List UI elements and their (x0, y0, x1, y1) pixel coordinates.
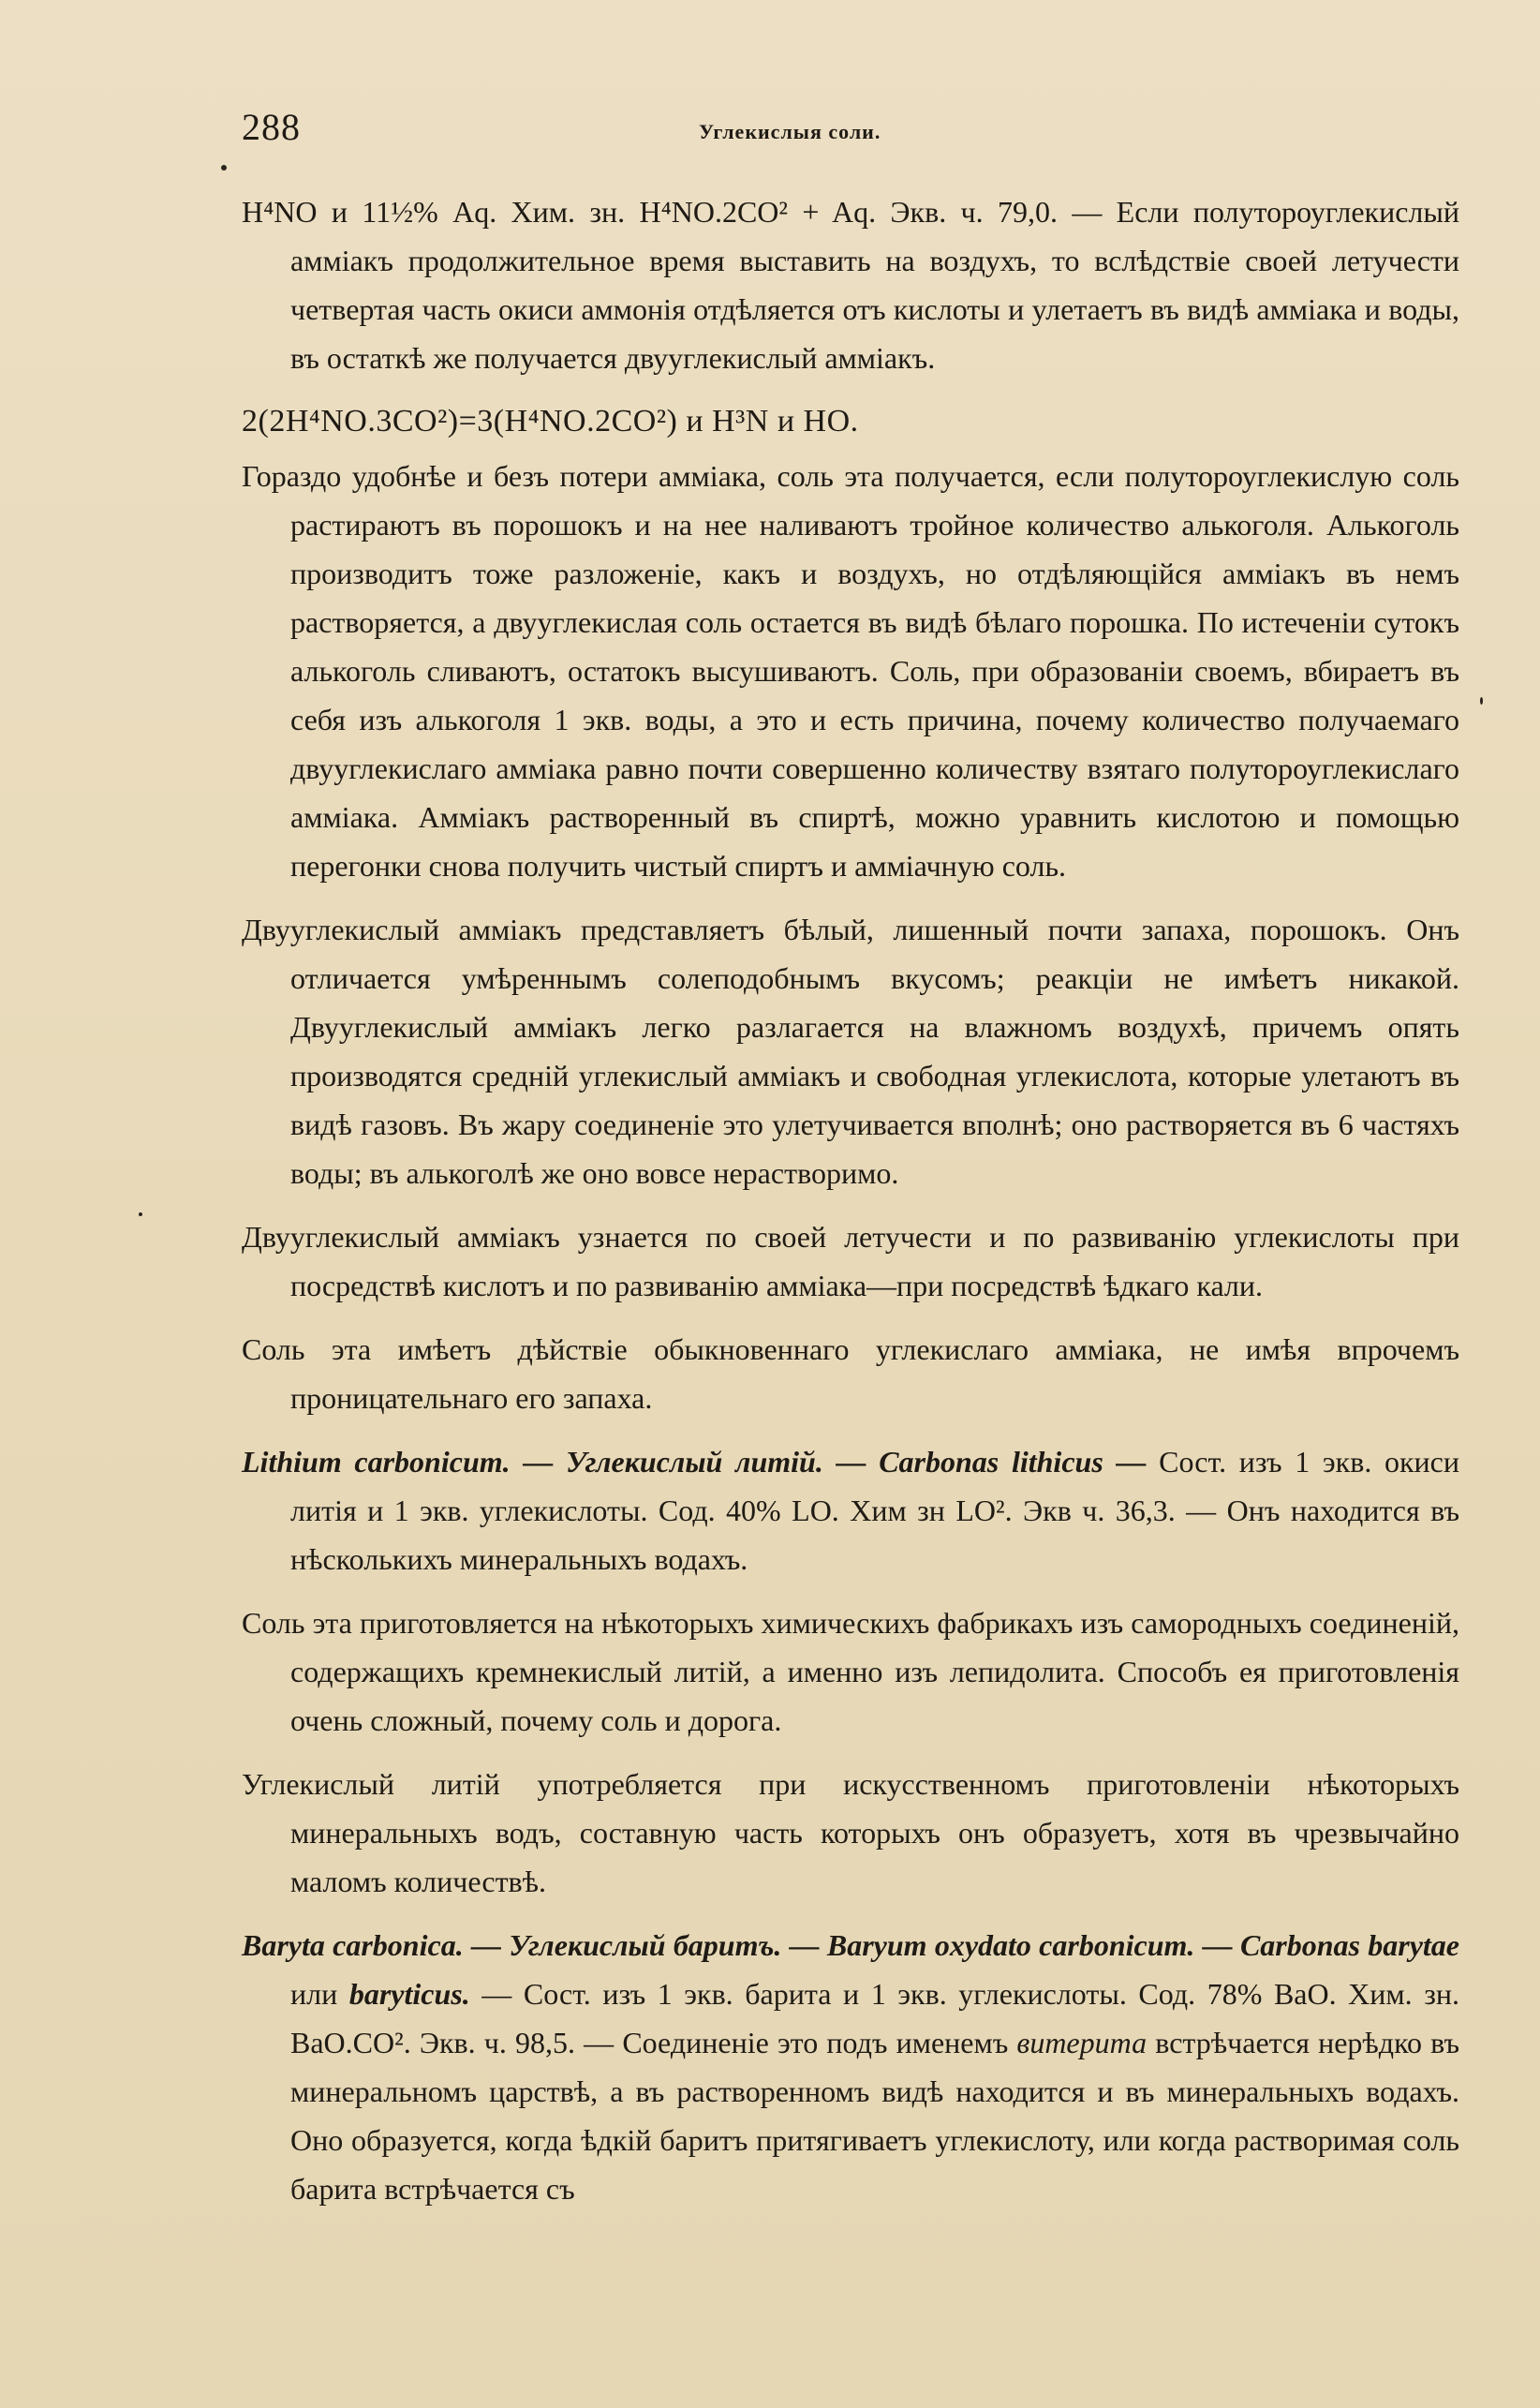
paragraph-text: Если полутороуглекислый амміакъ продолжительное время выставить на воздухъ, то вслѣдствіе своей летучести четвертая часть окиси аммонія отдѣляется отъ кислоты и улетаетъ въ видѣ амміака и воды, въ остаткѣ же получается двууглекислый амміакъ. (290, 195, 1460, 375)
paragraph-text: — Сост. изъ 1 экв. барита и 1 экв. углекислоты. Сод. 78% BaO. Хим. зн. BaO.CO². Экв. ч. 98,5. — Соединеніе это подъ именемъ (290, 1977, 1460, 2059)
paragraph-text: Двууглекислый амміакъ узнается по своей летучести и по развиванію углекислоты при посредствѣ кислотъ и по развиванію амміака—при посредствѣ ѣдкаго кали. (242, 1220, 1459, 1302)
paragraph-text: Углекислый литій употребляется при искусственномъ приготовленіи нѣкоторыхъ минеральныхъ водъ, составную часть которыхъ онъ образуетъ, хотя въ чрезвычайно маломъ количествѣ. (242, 1767, 1459, 1898)
entry-heading: Lithium carbonicum. — Углекислый литій. — Carbonas lithicus — (242, 1445, 1147, 1479)
print-speck (221, 165, 227, 171)
page-body (242, 187, 1459, 2228)
paragraph-text: Соль эта приготовляется на нѣкоторыхъ химическихъ фабрикахъ изъ самородныхъ соединеній, содержащихъ кремнекислый литій, а именно изъ лепидолита. Способъ ея приготовленія очень сложный, почему соль и дорога. (242, 1606, 1459, 1737)
paragraph-lithium-preparation (242, 1598, 1459, 1745)
page-header (242, 105, 1459, 152)
entry-lithium-carbonate (242, 1437, 1459, 1583)
formula-lead: H⁴NO и 11½% Aq. Хим. зн. H⁴NO.2CO² + Aq. Экв. ч. 79,0. — (242, 195, 1103, 229)
running-title: Углекислыя соли. (699, 120, 881, 143)
print-speck (139, 1212, 142, 1216)
paragraph-text: Соль эта имѣетъ дѣйствіе обыкновеннаго углекислаго амміака, не имѣя впрочемъ проницательнаго его запаха. (242, 1332, 1459, 1415)
entry-heading-alt: baryticus. (348, 1977, 470, 2011)
paragraph-text: Гораздо удобнѣе и безъ потери амміака, соль эта получается, если полутороуглекислую соль растираютъ въ порошокъ и на нее наливаютъ тройное количество алькоголя. Алькоголь производитъ тоже разложеніе, какъ и воздухъ, но отдѣляющійся амміакъ въ немъ растворяется, а двууглекислая соль остается въ видѣ бѣлаго порошка. По истеченіи сутокъ алькоголь сливаютъ, остатокъ высушиваютъ. Соль, при образованіи своемъ, вбираетъ въ себя изъ алькоголя 1 экв. воды, а это и есть причина, почему количество получаемаго двууглекислаго амміака равно почти совершенно количеству взятаго полутороуглекислаго амміака. Амміакъ растворенный въ спиртѣ, можно уравнить кислотою и помощью перегонки снова получить чистый спиртъ и амміачную соль. (242, 459, 1459, 883)
formula-text: 2(2H⁴NO.3CO²)=3(H⁴NO.2CO²) и H³N и HO. (242, 404, 859, 438)
paragraph-properties (242, 905, 1459, 1197)
paragraph-text-cont: встрѣчается нерѣдко въ минеральномъ царствѣ, а въ растворенномъ видѣ находится и въ минеральныхъ водахъ. Оно образуется, когда ѣдкій баритъ притягиваетъ углекислоту, или когда растворимая соль барита встрѣчается съ (290, 2026, 1460, 2206)
mineral-name: витерита (1016, 2026, 1148, 2059)
entry-heading: Baryta carbonica. — Углекислый баритъ. — Baryum oxydato carbonicum. — Carbonas barytae (242, 1928, 1459, 1962)
paragraph-text: Сост. изъ 1 экв. окиси литія и 1 экв. углекислоты. Сод. 40% LO. Хим зн LO². Экв ч. 36,3. — Онъ находится въ нѣсколькихъ минеральныхъ водахъ. (290, 1445, 1460, 1576)
paragraph-text: Двууглекислый амміакъ представляетъ бѣлый, лишенный почти запаха, порошокъ. Онъ отличается умѣреннымъ солеподобнымъ вкусомъ; реакціи не имѣетъ никакой. Двууглекислый амміакъ легко разлагается на влажномъ воздухѣ, причемъ опять производятся средній углекислый амміакъ и свободная углекислота, которые улетаютъ въ видѣ газовъ. Въ жару соединеніе это улетучивается вполнѣ; оно растворяется въ 6 частяхъ воды; въ алькоголѣ же оно вовсе нерастворимо. (242, 913, 1459, 1190)
page-number: 288 (242, 106, 301, 148)
connector-text: или (290, 1977, 349, 2011)
print-speck (1480, 697, 1483, 705)
reaction-formula (242, 397, 1459, 446)
entry-barium-carbonate (242, 1921, 1459, 2213)
paragraph-ammonium-bicarbonate-intro (242, 187, 1459, 382)
paragraph-identification (242, 1212, 1459, 1310)
paragraph-lithium-use (242, 1760, 1459, 1906)
paragraph-preparation (242, 452, 1459, 890)
paragraph-action (242, 1325, 1459, 1422)
